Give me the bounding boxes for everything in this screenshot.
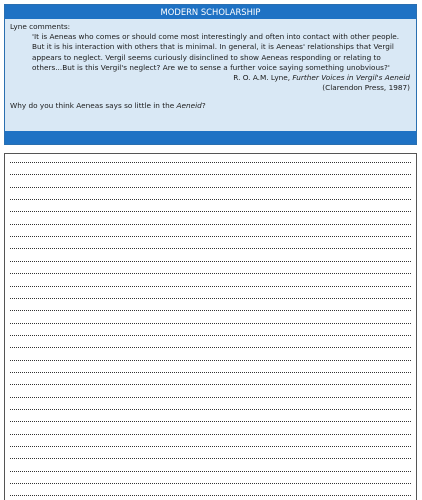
writing-line — [10, 384, 411, 385]
writing-line — [10, 187, 411, 188]
writing-line — [10, 248, 411, 249]
writing-line — [10, 174, 411, 175]
writing-line — [10, 199, 411, 200]
writing-line — [10, 458, 411, 459]
writing-line — [10, 495, 411, 496]
writing-line — [10, 224, 411, 225]
writing-line — [10, 236, 411, 237]
attribution-publisher: (Clarendon Press, 1987) — [322, 83, 410, 93]
writing-line — [10, 409, 411, 410]
writing-line — [10, 298, 411, 299]
writing-line — [10, 286, 411, 287]
writing-line — [10, 335, 411, 336]
question-work: Aeneid — [176, 101, 202, 111]
scholarship-panel — [4, 4, 417, 145]
writing-line — [10, 471, 411, 472]
writing-line — [10, 310, 411, 311]
writing-line — [10, 347, 411, 348]
answer-box[interactable] — [4, 153, 417, 500]
writing-line — [10, 162, 411, 163]
writing-line — [10, 434, 411, 435]
question-suffix: ? — [201, 101, 206, 111]
writing-line — [10, 421, 411, 422]
panel-footer-bar — [5, 131, 416, 144]
attribution — [10, 73, 410, 83]
attribution-author: R. O. A.M. Lyne, — [233, 73, 293, 83]
writing-line — [10, 273, 411, 274]
question-prefix: Why do you think Aeneas says so little in the — [10, 101, 177, 111]
attribution-title: Further Voices in Vergil's Aeneid — [292, 73, 410, 83]
question-text — [10, 101, 410, 111]
writing-line — [10, 483, 411, 484]
writing-line — [10, 372, 411, 373]
writing-line — [10, 397, 411, 398]
intro-text: Lyne comments: — [10, 22, 71, 31]
writing-line — [10, 323, 411, 324]
writing-line — [10, 446, 411, 447]
quote-text: 'It is Aeneas who comes or should come most interestingly and often into contact with other people. But it is his interaction with others that is minimal. In general, it is Aeneas' relationships that Vergil appears to neglect. Vergil seems curiously disinclined to show Aeneas responding or relating to others...But is this Vergil's neglect? Are we to sense a further voice saying something unobvious?' — [32, 32, 400, 72]
panel-title: MODERN SCHOLARSHIP — [5, 5, 416, 19]
panel-body — [5, 19, 416, 131]
writing-line — [10, 261, 411, 262]
writing-line — [10, 211, 411, 212]
writing-line — [10, 360, 411, 361]
